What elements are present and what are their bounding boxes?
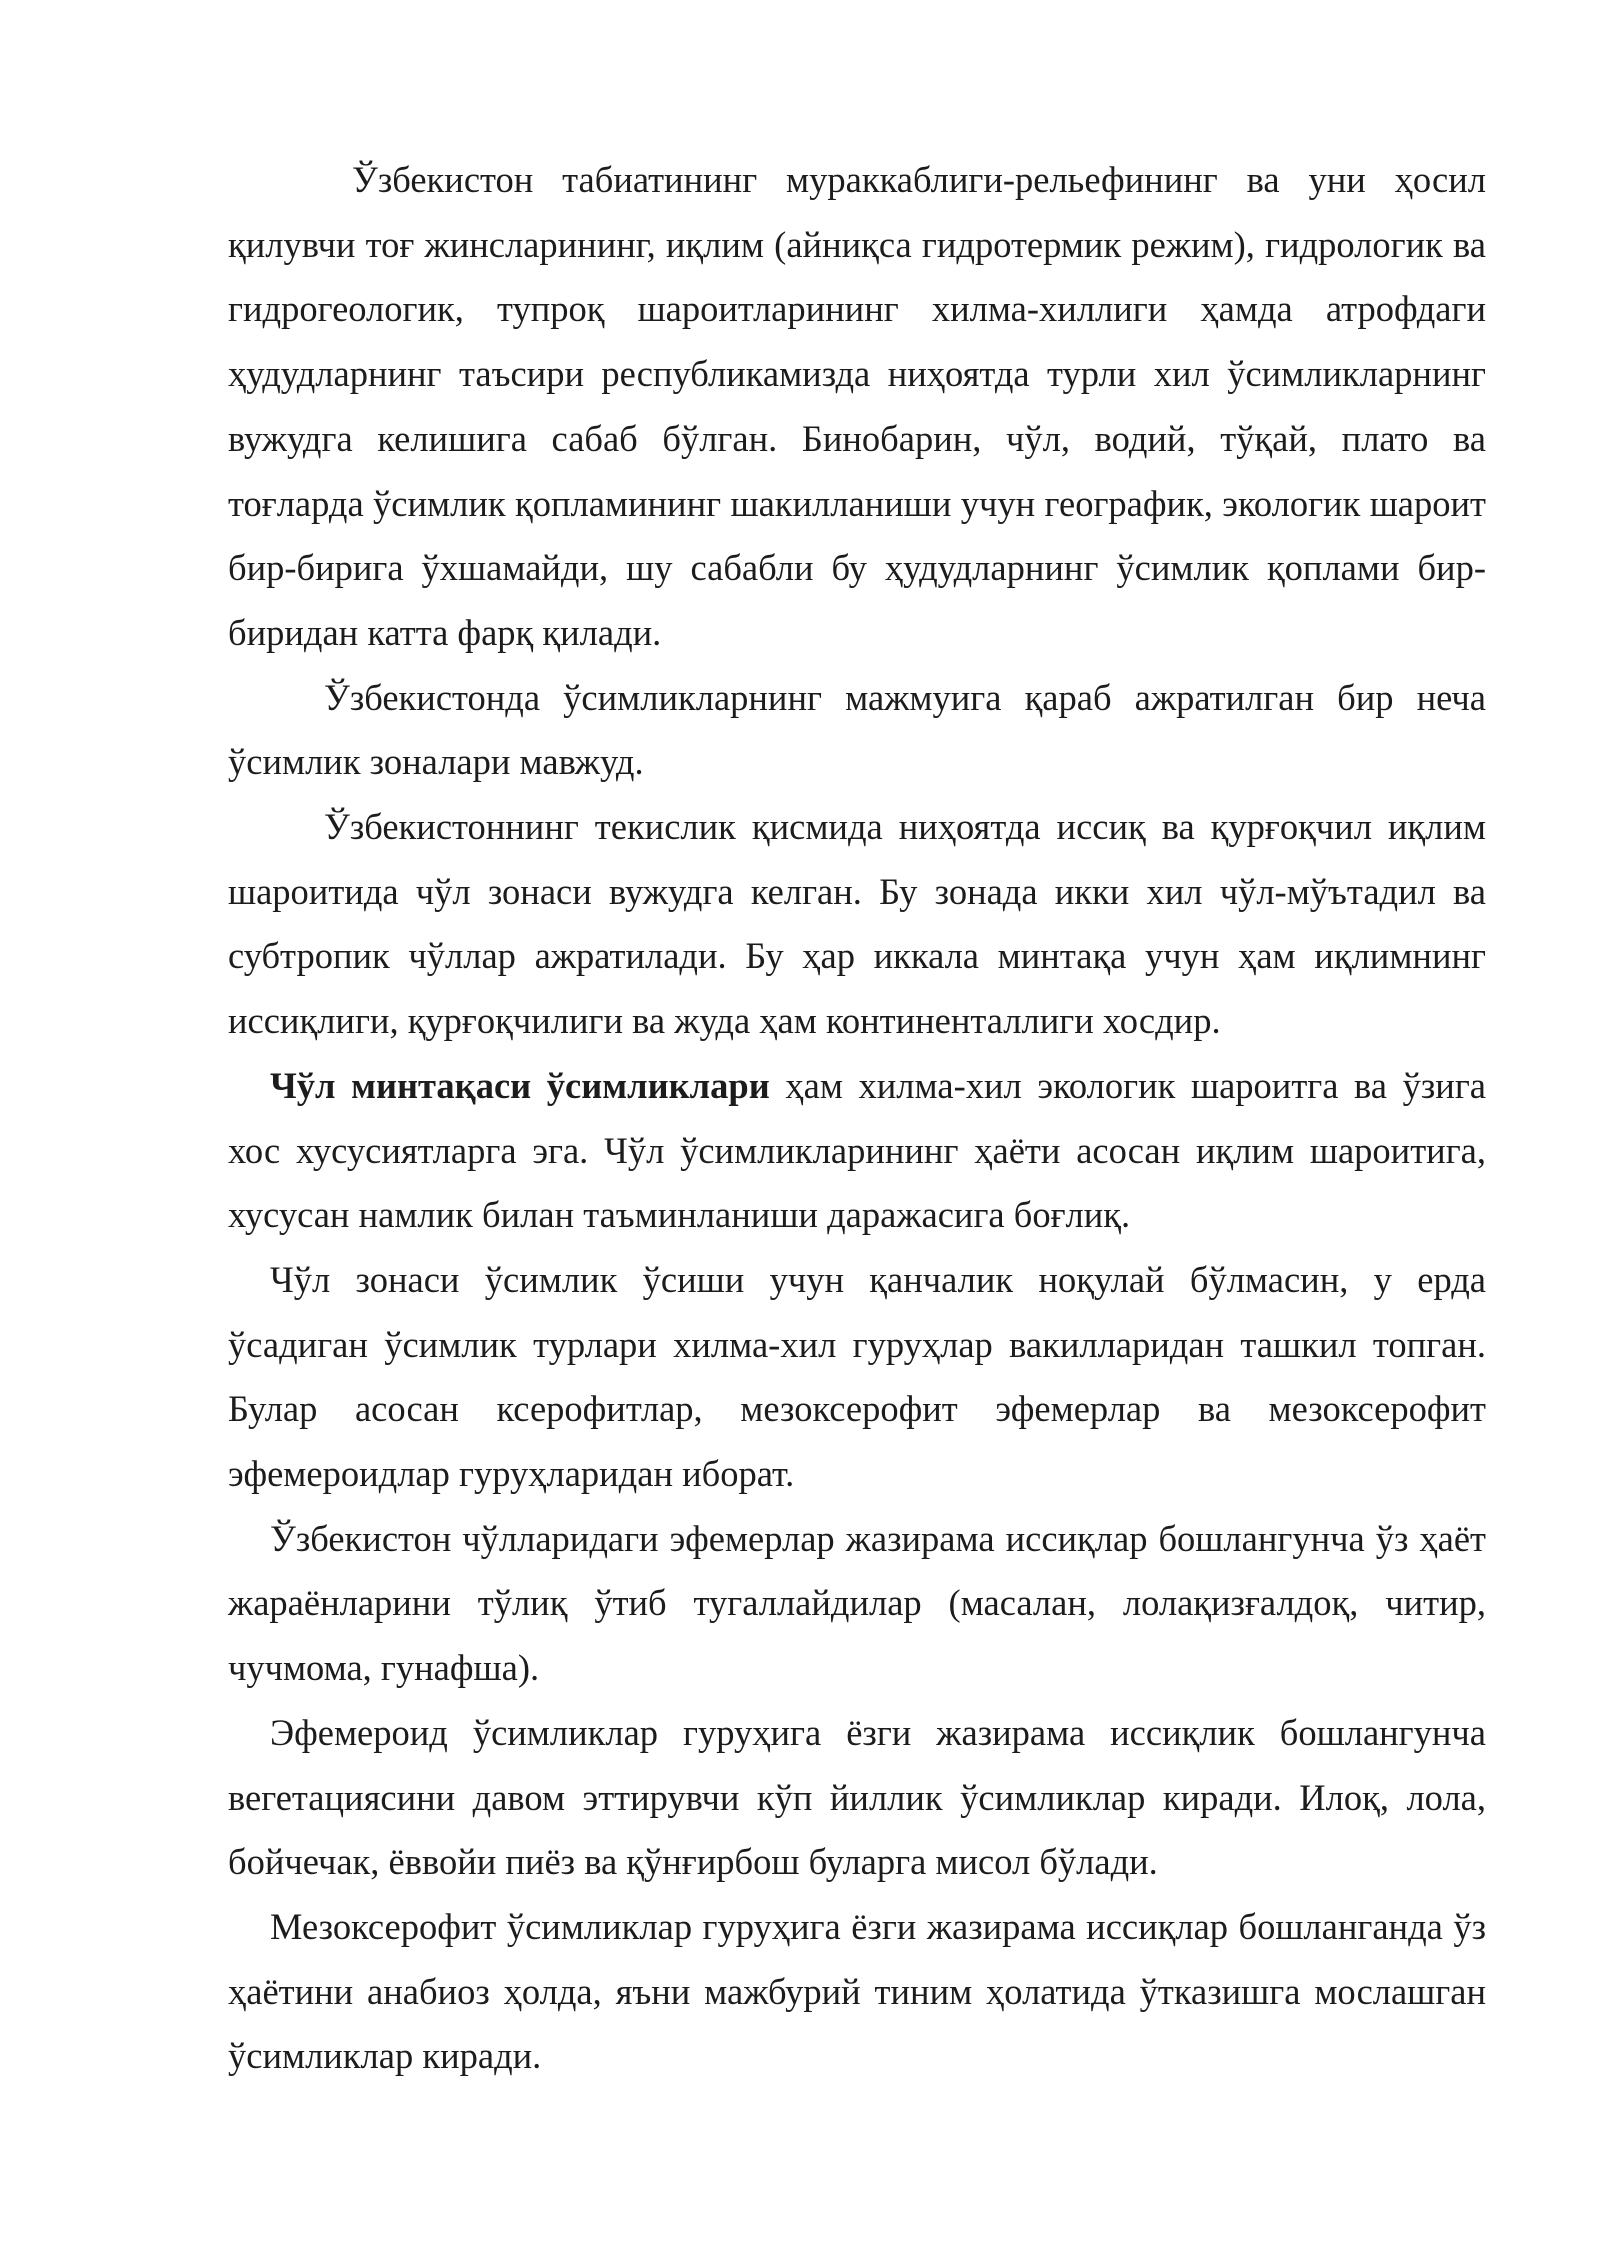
paragraph-plant-groups: Чўл зонаси ўсимлик ўсиши учун қанчалик ноқулай бўлмасин, у ерда ўсадиган ўсимлик турлари хилма-хил гуруҳлар вакилларидан ташкил топган. Булар асосан ксерофитлар, мезоксерофит эфемерлар ва мезоксерофит эфемероидлар гуруҳларидан иборат.: [228, 1258, 1486, 1495]
paragraph-ephemeroids: Эфемероид ўсимликлар гуруҳига ёзги жазирама иссиқлик бошлангунча вегетациясини давом эттирувчи кўп йиллик ўсимликлар киради. Илоқ, лола, бойчечак, ёввойи пиёз ва қўнғирбош буларга мисол бўлади.: [228, 1711, 1486, 1883]
paragraph-ephemerals: Ўзбекистон чўлларидаги эфемерлар жазирама иссиқлар бошлангунча ўз ҳаёт жараёнларини тўлиқ ўтиб тугаллайдилар (масалан, лолақизғалдоқ, читир, чучмома, гунафша).: [228, 1517, 1486, 1689]
paragraph-plant-zones: Ўзбекистонда ўсимликларнинг мажмуига қараб ажратилган бир неча ўсимлик зоналари мавжуд.: [228, 676, 1486, 783]
paragraph-desert-plants: [228, 1054, 1486, 1248]
paragraph-heading-desert-plants: Чўл минтақаси ўсимликлари: [270, 1064, 770, 1106]
paragraph-relief-and-climate: Ўзбекистон табиатининг мураккаблиги-рельефининг ва уни ҳосил қилувчи тоғ жинсларининг, иқлим (айниқса гидротермик режим), гидрологик ва гидрогеологик, тупроқ шароитларининг хилма-хиллиги ҳамда атрофдаги ҳудудларнинг таъсири республикамизда ниҳоятда турли хил ўсимликларнинг вужудга келишига сабаб бўлган. Бинобарин, чўл, водий, тўқай, плато ва тоғларда ўсимлик қопламининг шакилланиши учун географик, экологик шароит бир-бирига ўхшамайди, шу сабабли бу ҳудудларнинг ўсимлик қоплами бир-биридан катта фарқ қилади.: [228, 159, 1486, 653]
paragraph-mesoxerophytes: Мезоксерофит ўсимликлар гуруҳига ёзги жазирама иссиқлар бошланганда ўз ҳаётини анабиоз ҳолда, яъни мажбурий тиним ҳолатида ўтказишга мослашган ўсимликлар киради.: [228, 1905, 1486, 2077]
document-body: [228, 148, 1486, 2089]
paragraph-desert-zone: Ўзбекистоннинг текислик қисмида ниҳоятда иссиқ ва қурғоқчил иқлим шароитида чўл зонаси вужудга келган. Бу зонада икки хил чўл-мўътадил ва субтропик чўллар ажратилади. Бу ҳар иккала минтақа учун ҳам иқлимнинг иссиқлиги, қурғоқчилиги ва жуда ҳам континенталлиги хосдир.: [228, 806, 1486, 1042]
paragraph-desert-plants-text: ҳам хилма-хил экологик шароитга ва ўзига хос хусусиятларга эга. Чўл ўсимликларининг ҳаёти асосан иқлим шароитига, хусусан намлик билан таъминланиши даражасига боғлиқ.: [228, 1064, 1486, 1236]
